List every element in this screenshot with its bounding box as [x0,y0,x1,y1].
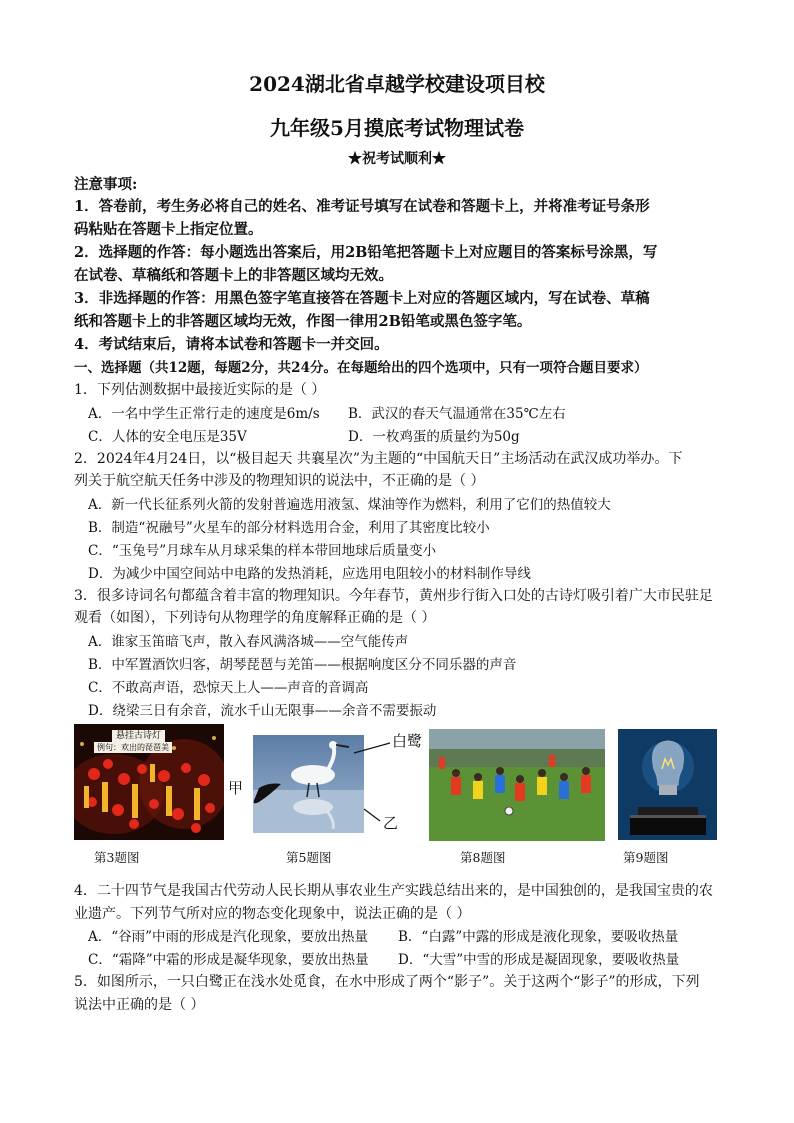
q2-option-a: A．新一代长征系列火箭的发射普遍选用液氢、煤油等作为燃料，利用了它们的热值较大 [88,497,611,513]
q3-option-c: C．不敢高声语，恐惊天上人——声音的音调高 [88,680,369,696]
figure-5-caption: 第5题图 [286,850,332,865]
q3-stem: 3．很多诗词名句都蕴含着丰富的物理知识。今年春节，黄州步行街入口处的古诗灯吸引着广大市民驻足 [74,588,713,604]
figure-3-caption: 第3题图 [94,850,140,865]
q1-option-d: D．一枚鸡蛋的质量约为50g [348,429,520,445]
notice-line: 纸和答题卡上的非答题区域均无效，作图一律用2B铅笔或黑色签字笔。 [74,313,532,330]
lantern-sign-title: 悬挂古诗灯 [112,730,165,742]
q4-option-b: B．“白露”中露的形成是液化现象，要吸收热量 [398,929,679,945]
figure-8-football-photo [429,729,605,841]
notice-line: 码粘贴在答题卡上指定位置。 [74,221,263,238]
q2-option-d: D．为减少中国空间站中电路的发热消耗，应选用电阻较小的材料制作导线 [88,566,531,582]
notice-line: 在试卷、草稿纸和答题卡上的非答题区域均无效。 [74,267,393,284]
section-heading: 一、选择题（共12题，每题2分，共24分。在每题给出的四个选项中，只有一项符合题目要求） [74,360,648,376]
figure-5-label-egret: 白鹭 [392,732,423,750]
q2-stem: 2．2024年4月24日，以“极目起天 共襄星次”为主题的“中国航天日”主场活动在武汉成功举办。下 [74,451,683,467]
figure-5-pointer-lines [340,735,395,830]
q4-stem: 4．二十四节气是我国古代劳动人民长期从事农业生产实践总结出来的，是中国独创的，是我国宝贵的农 [74,883,713,899]
q1-stem: 1．下列估测数据中最接近实际的是（ ） [74,382,326,398]
figure-8-caption: 第8题图 [460,850,506,865]
notice-heading: 注意事项: [74,176,138,193]
figure-5-label-yi: 乙 [383,814,399,832]
notice-line: 1．答卷前，考生务必将自己的姓名、准考证号填写在试卷和答题卡上，并将准考证号条形 [74,198,650,215]
q2-option-b: B．制造“祝融号”火星车的部分材料选用合金，利用了其密度比较小 [88,520,490,536]
q1-option-b: B．武汉的春天气温通常在35℃左右 [348,406,566,422]
q3-stem: 观看（如图），下列诗句从物理学的角度解释正确的是（ ） [74,610,436,626]
figure-9-bulb-photo [618,729,717,840]
figure-5-label-jia: 甲 [228,779,244,797]
figure-9-caption: 第9题图 [623,850,669,865]
q4-option-d: D．“大雪”中雪的形成是凝固现象，要吸收热量 [398,952,680,968]
figure-3-lanterns-photo [74,724,224,840]
football-scene [429,729,605,841]
lantern-sign-text: 例句：欢出的琵琶美 [94,742,172,753]
exam-wish: ★祝考试顺利★ [348,151,446,167]
notice-line: 4．考试结束后，请将本试卷和答题卡一并交回。 [74,336,389,353]
q4-option-c: C．“霜降”中霜的形成是凝华现象，要放出热量 [88,952,369,968]
q3-option-d: D．绕梁三日有余音，流水千山无限事——余音不需要振动 [88,703,437,719]
q2-stem: 列关于航空航天任务中涉及的物理知识的说法中，不正确的是（ ） [74,473,485,489]
q1-option-a: A．一名中学生正常行走的速度是6m/s [88,406,320,422]
exam-title-line2: 九年级5月摸底考试物理试卷 [270,116,524,140]
notice-line: 3．非选择题的作答：用黑色签字笔直接答在答题卡上对应的答题区域内，写在试卷、草稿 [74,290,650,307]
q5-stem: 说法中正确的是（ ） [74,997,205,1013]
q3-option-b: B．中军置酒饮归客，胡琴琵琶与羌笛——根据响度区分不同乐器的声音 [88,657,517,673]
q5-stem: 5．如图所示，一只白鹭正在浅水处觅食，在水中形成了两个“影子”。关于这两个“影子”的形成，下列 [74,974,700,990]
q1-option-c: C．人体的安全电压是35V [88,429,247,445]
q3-option-a: A．谁家玉笛暗飞声，散入春风满洛城——空气能传声 [88,634,409,650]
q4-stem: 业遗产。下列节气所对应的物态变化现象中，说法正确的是（ ） [74,906,471,922]
bulb-scene [618,729,717,840]
q4-option-a: A．“谷雨”中雨的形成是汽化现象，要放出热量 [88,929,369,945]
exam-title-line1: 2024湖北省卓越学校建设项目校 [249,72,545,96]
notice-line: 2．选择题的作答：每小题选出答案后，用2B铅笔把答题卡上对应题目的答案标号涂黑，写 [74,244,658,261]
q2-option-c: C．“玉兔号”月球车从月球采集的样本带回地球后质量变小 [88,543,437,559]
